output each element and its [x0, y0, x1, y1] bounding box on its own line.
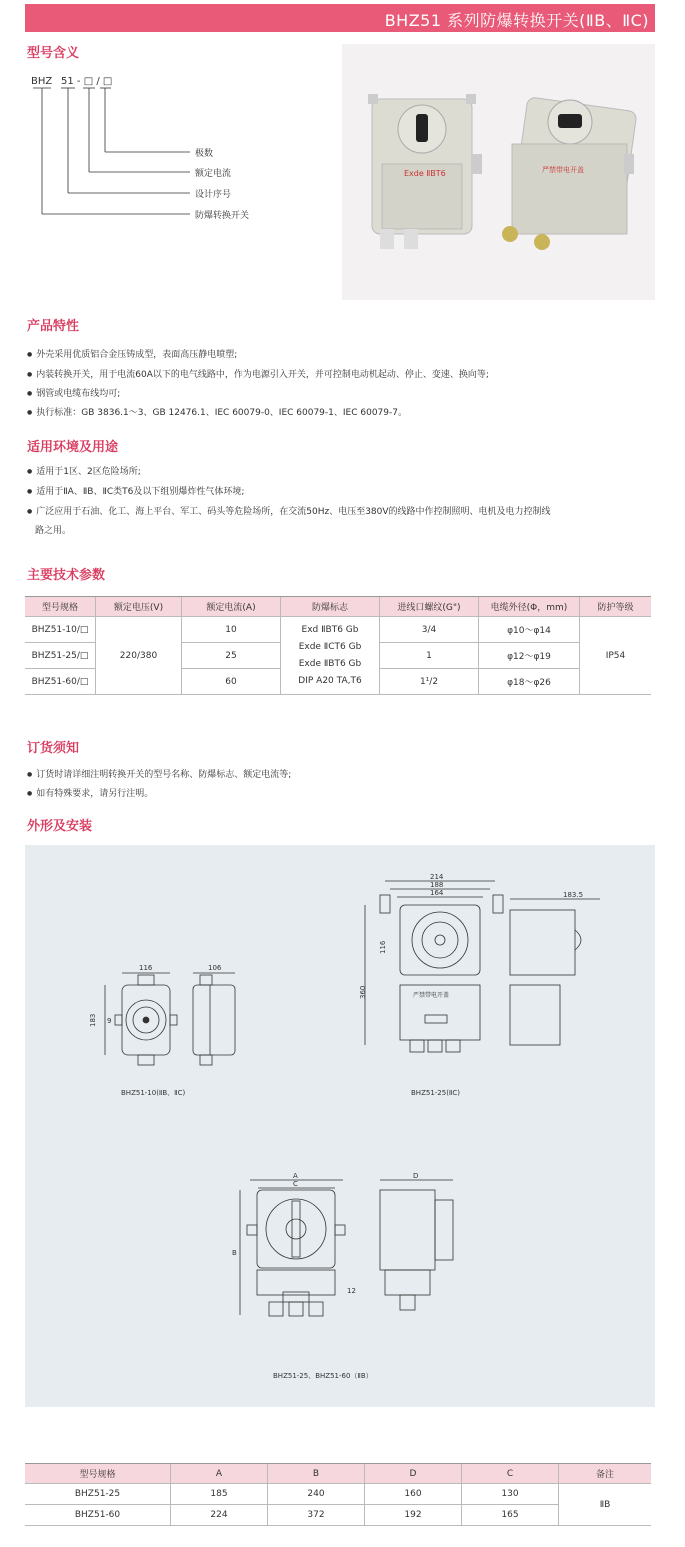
page-title: BHZ51 系列防爆转换开关(ⅡB、ⅡC) — [384, 11, 649, 30]
dims-header: B — [268, 1464, 365, 1484]
code-item-switch: 防爆转换开关 — [195, 211, 250, 221]
fig1-dim: 9 — [107, 1017, 112, 1025]
section-title-model: 型号含义 — [27, 46, 80, 61]
photo-label-right: 严禁带电开盖 — [542, 166, 584, 174]
section-title-install: 外形及安装 — [27, 819, 93, 834]
code-item-design: 设计序号 — [195, 190, 232, 200]
fig2-side-view — [510, 899, 600, 1045]
fig2-dim: 116 — [379, 940, 387, 954]
product-photo — [342, 44, 655, 300]
tech-header: 防爆标志 — [281, 597, 380, 617]
product-photo-drawing — [342, 44, 655, 300]
ex-marks-cell: Exd ⅡBT6 Gb Exde ⅡCT6 Gb Exde ⅡBT6 Gb DIP A20 TA,T6 — [281, 617, 380, 695]
fig2-dim: 183.5 — [563, 891, 584, 899]
photo-label-left: Exde ⅡBT6 — [404, 169, 446, 178]
dims-header: C — [462, 1464, 559, 1484]
fig2-label: 严禁带电开盖 — [413, 992, 450, 999]
code-series: 51 - □ / □ — [61, 76, 113, 87]
usage-item-3-cont: 路之用。 — [35, 526, 72, 536]
photo-device-right — [502, 97, 637, 250]
tech-header: 防护等级 — [580, 597, 652, 617]
feature-item-2: ● 内装转换开关，用于电流60A以下的电气线路中，作为电源引入开关，并可控制电动机起动、停止、变速、换向等; — [27, 368, 489, 383]
tech-header: 电缆外径(Φ，mm) — [479, 597, 580, 617]
usage-item-2: ● 适用于ⅡA、ⅡB、ⅡC类T6及以下组别爆炸性气体环境; — [27, 485, 244, 500]
feature-item-1: ● 外壳采用优质铝合金压铸成型，表面高压静电喷塑; — [27, 348, 237, 363]
fig1-dim: 183 — [89, 1013, 97, 1027]
dims-header: 型号规格 — [25, 1464, 171, 1484]
fig2-dim: 188 — [430, 881, 444, 889]
section-title-usage: 适用环境及用途 — [27, 440, 119, 455]
section-title-features: 产品特性 — [27, 319, 80, 334]
fig1-dim: 116 — [139, 964, 153, 972]
tech-header: 额定电流(A) — [182, 597, 281, 617]
installation-drawings — [25, 845, 655, 1407]
fig3-dim: B — [232, 1249, 237, 1257]
dimensions-table — [25, 1463, 651, 1526]
tech-table — [25, 596, 651, 695]
fig3-dim: D — [413, 1172, 419, 1180]
fig1-dim: 106 — [208, 964, 222, 972]
fig3-caption: BHZ51-25、BHZ51-60（ⅡB） — [273, 1372, 373, 1380]
code-item-poles: 极数 — [195, 149, 214, 159]
table-row: BHZ51-25 185 240 160 130 ⅡB — [25, 1484, 651, 1505]
tech-header: 额定电压(V) — [96, 597, 182, 617]
section-title-order: 订货须知 — [27, 741, 80, 756]
fig3-dim: A — [293, 1172, 298, 1180]
fig3-dim: C — [293, 1180, 298, 1188]
fig2-dim: 360 — [359, 985, 367, 999]
fig3-dim: 12 — [347, 1287, 356, 1295]
fig2-dim: 164 — [430, 889, 444, 897]
fig3-front-view — [240, 1180, 345, 1316]
fig3-side-view — [380, 1180, 453, 1310]
usage-item-3: ● 广泛应用于石油、化工、海上平台、军工、码头等危险场所，在交流50Hz、电压至380V的线路中作控制照明、电机及电力控制线 — [27, 505, 551, 520]
remark-cell: ⅡB — [559, 1484, 652, 1526]
fig1-side-view — [193, 973, 235, 1065]
table-row: BHZ51-10/□ 220/380 10 Exd ⅡBT6 Gb Exde ⅡCT6 Gb Exde ⅡBT6 Gb DIP A20 TA,T6 3/4 φ10～φ14 IP54 — [25, 617, 651, 643]
fig1-caption: BHZ51-10(ⅡB、ⅡC) — [121, 1089, 186, 1097]
voltage-cell: 220/380 — [96, 617, 182, 695]
dims-header: 备注 — [559, 1464, 652, 1484]
order-item-2: ● 如有特殊要求，请另行注明。 — [27, 787, 153, 802]
usage-item-1: ● 适用于1区、2区危险场所; — [27, 465, 141, 480]
fig1-front-view — [105, 973, 177, 1065]
dims-header: D — [365, 1464, 462, 1484]
protection-cell: IP54 — [580, 617, 652, 695]
table-row: BHZ51-60/□ 60 1¹/2 φ18～φ26 — [25, 669, 651, 695]
code-item-current: 额定电流 — [195, 169, 232, 179]
tech-header: 型号规格 — [25, 597, 96, 617]
tech-header: 进线口螺纹(G") — [380, 597, 479, 617]
photo-device-left — [368, 94, 482, 249]
fig2-dim: 214 — [430, 873, 444, 881]
fig2-front-view — [365, 881, 503, 1052]
fig2-caption: BHZ51-25(ⅡC) — [411, 1089, 460, 1097]
installation-drawing-area — [25, 845, 655, 1407]
dims-header: A — [171, 1464, 268, 1484]
table-row: BHZ51-60 224 372 192 165 — [25, 1505, 651, 1526]
feature-item-4: ● 执行标准：GB 3836.1～3、GB 12476.1、IEC 60079-0、IEC 60079-1、IEC 60079-7。 — [27, 406, 407, 421]
order-item-1: ● 订货时请详细注明转换开关的型号名称、防爆标志、额定电流等; — [27, 768, 291, 783]
feature-item-3: ● 钢管或电缆布线均可; — [27, 387, 120, 402]
table-row: BHZ51-25/□ 25 1 φ12～φ19 — [25, 643, 651, 669]
model-code-diagram — [25, 68, 325, 228]
section-title-tech: 主要技术参数 — [27, 568, 106, 583]
code-prefix: BHZ — [31, 76, 53, 87]
